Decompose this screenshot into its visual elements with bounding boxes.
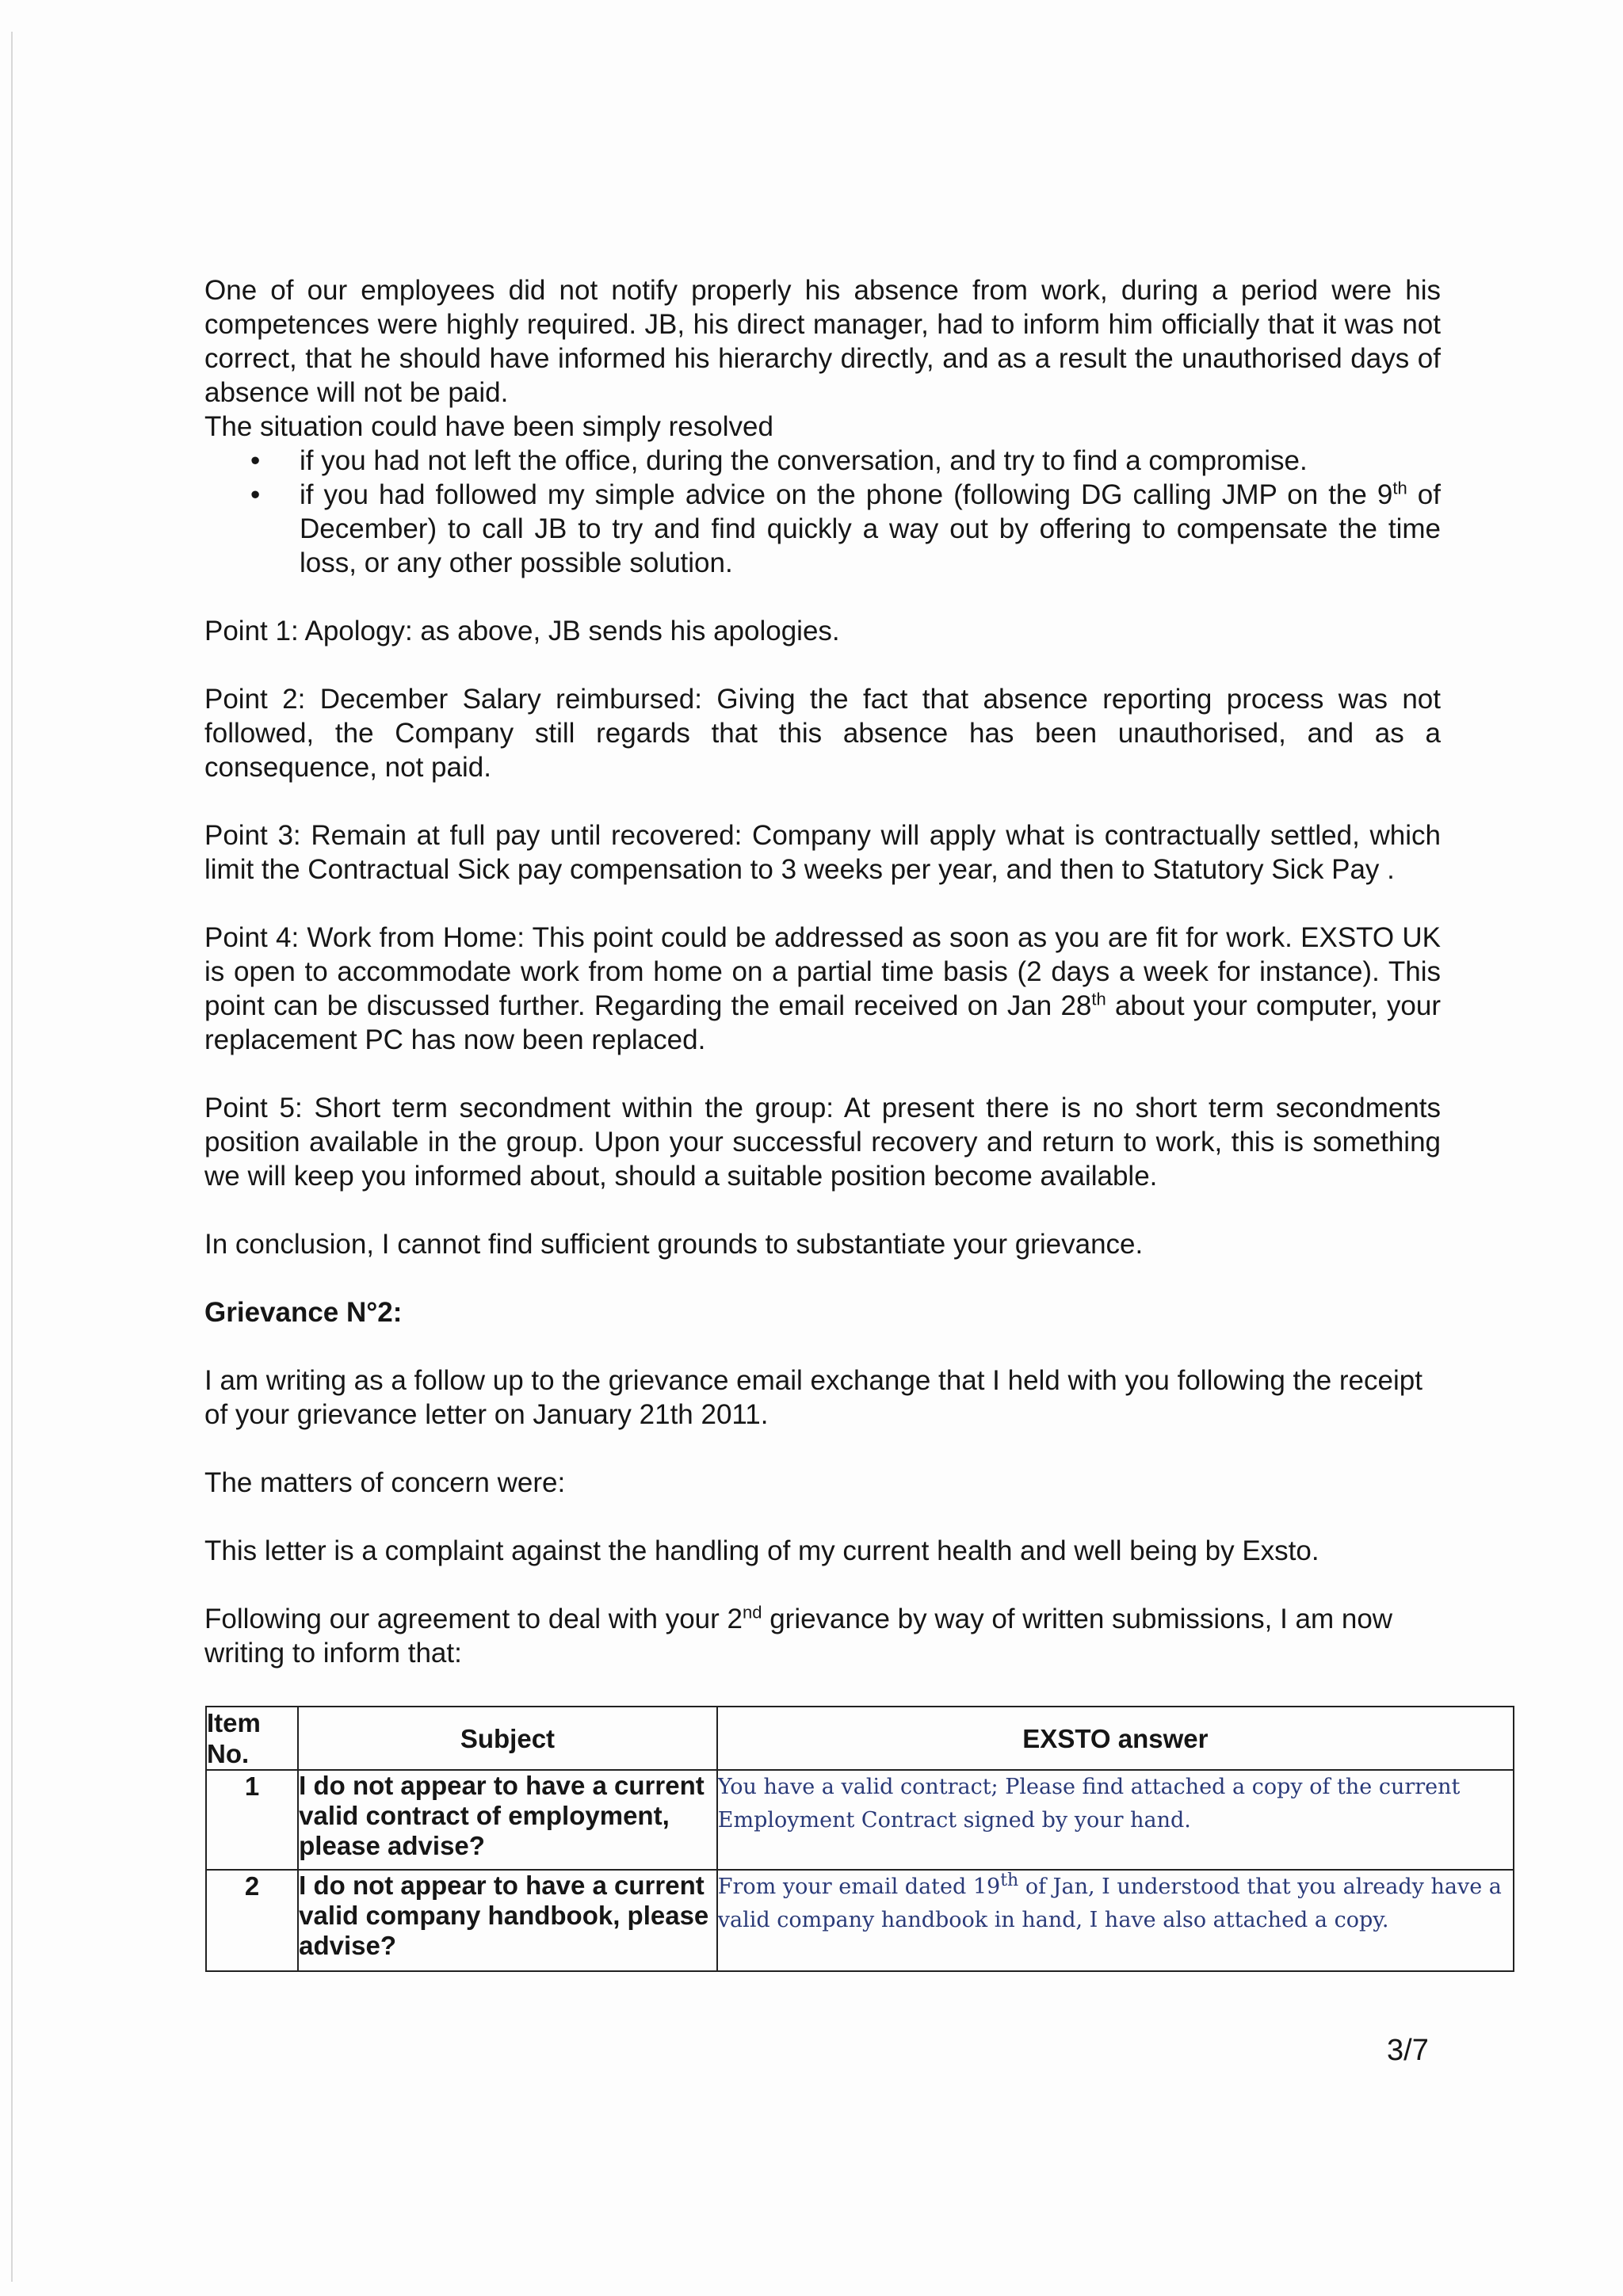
point-4 [204, 921, 1441, 1057]
header-subject: Subject [298, 1707, 717, 1770]
answer-text: From your email dated 19 [717, 1875, 1001, 1899]
point-1: Point 1: Apology: as above, JB sends his apologies. [204, 616, 840, 646]
agreement-text: Following our agreement to deal with your 2 [204, 1604, 743, 1634]
point-2: Point 2: December Salary reimbursed: Giving the fact that absence reporting process was not followed, the Company still regards that this absence has been unauthorised, and as a consequence, not paid. [204, 684, 1441, 783]
header-item-no: Item No. [206, 1707, 298, 1770]
row-number: 2 [206, 1870, 298, 1971]
bullet-text: of December) to call JB to try and find quickly a way out by offering to compensate the time loss, or any other possible solution. [300, 479, 1441, 578]
table-header-row [206, 1707, 1514, 1770]
grievance-heading: Grievance N°2: [204, 1297, 403, 1328]
resolution-list [204, 444, 1441, 580]
bullet-text: if you had followed my simple advice on the phone (following DG calling JMP on the 9 [300, 479, 1393, 510]
conclusion-paragraph: In conclusion, I cannot find sufficient grounds to substantiate your grievance. [204, 1229, 1144, 1260]
agreement-paragraph [204, 1602, 1441, 1670]
point-4-text: Point 4: Work from Home: This point could be addressed as soon as you are fit for work. EXSTO UK is open to accommodate work from home on a partial time basis (2 days a week for instance). This point can be discussed further. Regarding the email received on Jan 28 [204, 922, 1441, 1021]
intro-paragraph: One of our employees did not notify properly his absence from work, during a period were his competences were highly required. JB, his direct manager, had to inform him officially that it was not correct, that he should have informed his hierarchy directly, and as a result the unauthorised days of absence will not be paid. [204, 275, 1441, 408]
row-answer: You have a valid contract; Please find attached a copy of the current Employment Contract signed by your hand. [717, 1770, 1514, 1870]
page-number: 3/7 [1387, 2034, 1429, 2067]
table-row [206, 1770, 1514, 1870]
complaint-line: This letter is a complaint against the handling of my current health and well being by Exsto. [204, 1535, 1319, 1566]
row-subject: I do not appear to have a current valid company handbook, please advise? [298, 1870, 717, 1971]
ordinal-suffix: th [1000, 1871, 1019, 1890]
ordinal-suffix: th [1392, 478, 1407, 498]
point-5: Point 5: Short term secondment within the group: At present there is no short term secondments position available in the group. Upon your successful recovery and return to work, this is something we will keep you informed about, should a suitable position become available. [204, 1093, 1441, 1192]
scan-edge-line [11, 32, 13, 2282]
answer-text: of Jan, I understood that you already have a valid company handbook in hand, I have also attached a copy. [717, 1875, 1502, 1932]
agreement-text: grievance by way of written submissions, I am now writing to inform that: [204, 1604, 1393, 1669]
grievance-table [205, 1706, 1514, 1972]
table-row [206, 1870, 1514, 1971]
list-item [204, 478, 1441, 580]
letter-body [204, 273, 1441, 1670]
followup-paragraph: I am writing as a follow up to the grievance email exchange that I held with you following the receipt of your grievance letter on January 21th 2011. [204, 1365, 1423, 1430]
row-subject: I do not appear to have a current valid contract of employment, please advise? [298, 1770, 717, 1870]
point-4-text: about your computer, your replacement PC has now been replaced. [204, 990, 1442, 1055]
ordinal-suffix: nd [742, 1602, 762, 1623]
ordinal-suffix: th [1091, 989, 1106, 1009]
header-answer: EXSTO answer [717, 1707, 1514, 1770]
matters-line: The matters of concern were: [204, 1467, 566, 1498]
bullet-icon: • [250, 479, 261, 510]
row-answer [717, 1870, 1514, 1971]
row-number: 1 [206, 1770, 298, 1870]
situation-line: The situation could have been simply resolved [204, 411, 773, 442]
list-item [204, 444, 1441, 478]
point-3: Point 3: Remain at full pay until recovered: Company will apply what is contractually settled, which limit the Contractual Sick pay compensation to 3 weeks per year, and then to Statutory Sick Pay . [204, 820, 1441, 885]
bullet-icon: • [250, 445, 261, 476]
bullet-text: if you had not left the office, during the conversation, and try to find a compromise. [300, 445, 1308, 476]
